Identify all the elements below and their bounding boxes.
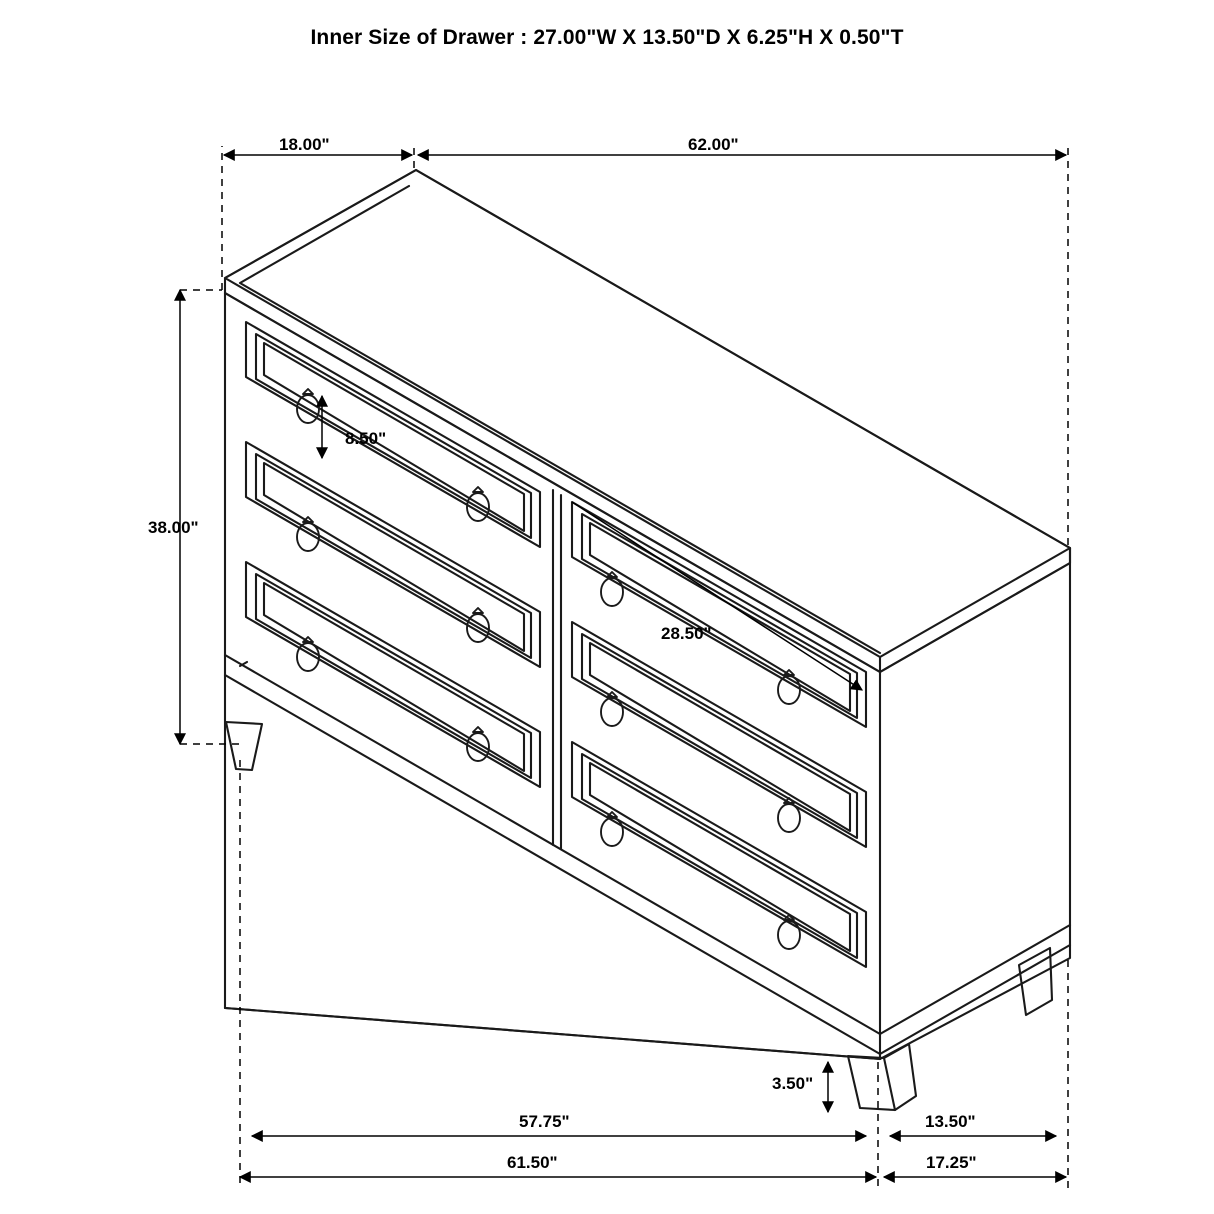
dim-label-width-top: 62.00" [688,135,739,154]
page-title: Inner Size of Drawer : 27.00"W X 13.50"D X 6.25"H X 0.50"T [310,26,904,49]
dimension-lines [180,146,1068,1188]
dim-label-height: 38.00" [148,518,199,537]
dresser-center-stile [553,490,561,849]
dim-line-drawer-width [572,502,862,690]
drawer-right-3 [572,742,866,967]
dresser-illustration [225,170,1070,1110]
dresser-leg-front-left [226,722,262,770]
dim-label-front-outer: 61.50" [507,1153,558,1172]
dim-label-drawer-height: 8.50" [345,429,387,448]
dresser-base-moulding [225,655,1070,1054]
drawer-left-2 [246,442,540,667]
dresser-rails [246,377,540,787]
dim-label-leg-height: 3.50" [772,1074,814,1093]
dim-label-drawer-width: 28.50" [661,624,712,643]
dim-label-depth-top: 18.00" [279,135,330,154]
drawer-right-1 [572,502,866,727]
drawer-right-2 [572,622,866,847]
dresser-side-face [880,563,1070,1059]
dim-label-side-inner: 13.50" [925,1112,976,1131]
dim-label-side-outer: 17.25" [926,1153,977,1172]
drawer-pull-icon [297,389,800,949]
dim-label-front-inner: 57.75" [519,1112,570,1131]
